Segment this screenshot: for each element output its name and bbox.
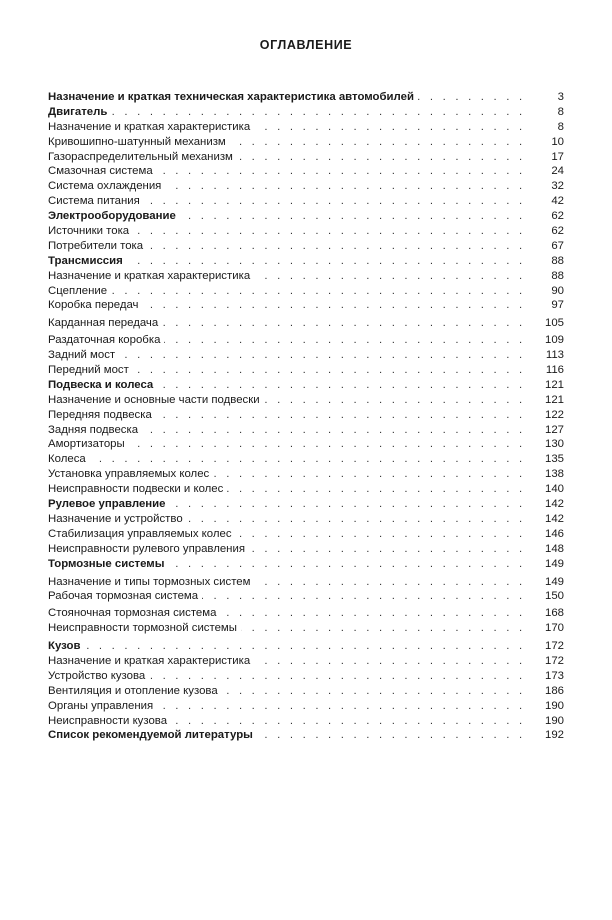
toc-page-number: 135 [530, 452, 564, 467]
page-title: ОГЛАВЛЕНИЕ [259, 38, 353, 52]
toc-section-title: Рулевое управление [48, 497, 170, 512]
toc-page-number: 142 [530, 497, 564, 512]
toc-page-number: 150 [530, 589, 564, 604]
toc-entry [48, 437, 564, 452]
toc-page-number: 17 [530, 150, 564, 165]
toc-entry [48, 497, 564, 512]
dot-leader [48, 284, 524, 299]
toc-entry [48, 684, 564, 699]
toc-entry [48, 393, 564, 408]
dot-leader [48, 105, 524, 120]
toc-page-number: 109 [530, 333, 564, 348]
toc-subsection-title: Коробка передач [48, 298, 143, 313]
toc-page-number: 190 [530, 714, 564, 729]
toc-page-number: 24 [530, 164, 564, 179]
toc-subsection-title: Назначение и типы тормозных систем [48, 575, 254, 590]
toc-subsection-title: Источники тока [48, 224, 133, 239]
toc-page-number: 42 [530, 194, 564, 209]
toc-subsection-title: Карданная передача [48, 316, 162, 331]
toc-subsection-title: Назначение и устройство [48, 512, 187, 527]
toc-subsection-title: Рабочая тормозная система [48, 589, 202, 604]
toc-page-number: 121 [530, 378, 564, 393]
toc-subsection-title: Назначение и краткая характеристика [48, 654, 254, 669]
toc-subsection-title: Вентиляция и отопление кузова [48, 684, 222, 699]
toc-entry [48, 254, 564, 269]
toc-subsection-title: Назначение и краткая характеристика [48, 269, 254, 284]
toc-subsection-title: Стояночная тормозная система [48, 606, 220, 621]
toc-subsection-title: Задняя подвеска [48, 423, 142, 438]
toc-page-number: 67 [530, 239, 564, 254]
toc-subsection-title: Неисправности подвески и колес [48, 482, 227, 497]
toc-subsection-title: Назначение и основные части подвески [48, 393, 264, 408]
toc-subsection-title: Органы управления [48, 699, 157, 714]
toc-entry [48, 194, 564, 209]
dot-leader [48, 348, 524, 363]
toc-entry [48, 452, 564, 467]
toc-page-number: 172 [530, 654, 564, 669]
toc-page-number: 8 [530, 105, 564, 120]
toc-entry [48, 150, 564, 165]
toc-subsection-title: Амортизаторы [48, 437, 129, 452]
toc-subsection-title: Раздаточная коробка [48, 333, 164, 348]
toc-subsection-title: Кривошипно-шатунный механизм [48, 135, 230, 150]
toc-subsection-title: Задний мост [48, 348, 119, 363]
toc-page-number: 90 [530, 284, 564, 299]
toc-entry [48, 105, 564, 120]
toc-entry [48, 316, 564, 331]
toc-page-number: 3 [530, 90, 564, 105]
toc-subsection-title: Передний мост [48, 363, 133, 378]
toc-page-number: 149 [530, 575, 564, 590]
toc-section-title: Электрооборудование [48, 209, 180, 224]
toc-entry [48, 164, 564, 179]
toc-page-number: 62 [530, 224, 564, 239]
toc-entry [48, 639, 564, 654]
toc-section-title: Двигатель [48, 105, 111, 120]
toc-entry [48, 654, 564, 669]
toc-page-number: 127 [530, 423, 564, 438]
toc-entry [48, 348, 564, 363]
toc-page-number: 170 [530, 621, 564, 636]
toc-subsection-title: Система охлаждения [48, 179, 165, 194]
toc-entry [48, 239, 564, 254]
toc-subsection-title: Устройство кузова [48, 669, 149, 684]
toc-section-title: Список рекомендуемой литературы [48, 728, 257, 743]
toc-page-number: 88 [530, 269, 564, 284]
toc-entry [48, 298, 564, 313]
toc-page-number: 116 [530, 363, 564, 378]
toc-entry [48, 606, 564, 621]
toc-section-title: Подвеска и колеса [48, 378, 157, 393]
toc-entry [48, 621, 564, 636]
toc-page-number: 121 [530, 393, 564, 408]
toc-subsection-title: Стабилизация управляемых колес [48, 527, 236, 542]
toc-page-number: 62 [530, 209, 564, 224]
toc-page-number: 138 [530, 467, 564, 482]
toc-entry [48, 467, 564, 482]
toc-page-number: 130 [530, 437, 564, 452]
toc-page-number: 10 [530, 135, 564, 150]
toc-entry [48, 135, 564, 150]
dot-leader [48, 452, 524, 467]
toc-entry [48, 714, 564, 729]
toc-page-number: 192 [530, 728, 564, 743]
toc-subsection-title: Колеса [48, 452, 90, 467]
toc-entry [48, 179, 564, 194]
toc-entry [48, 408, 564, 423]
toc-entry [48, 90, 564, 105]
table-of-contents [48, 90, 564, 743]
toc-section-title: Назначение и краткая техническая характеристика автомобилей [48, 90, 418, 105]
toc-page-number: 97 [530, 298, 564, 313]
toc-subsection-title: Установка управляемых колес [48, 467, 213, 482]
toc-page-number: 8 [530, 120, 564, 135]
toc-subsection-title: Назначение и краткая характеристика [48, 120, 254, 135]
toc-entry [48, 575, 564, 590]
toc-entry [48, 527, 564, 542]
toc-entry [48, 224, 564, 239]
toc-subsection-title: Неисправности тормозной системы [48, 621, 241, 636]
toc-page-number: 142 [530, 512, 564, 527]
toc-page-number: 146 [530, 527, 564, 542]
toc-section-title: Кузов [48, 639, 84, 654]
dot-leader [48, 639, 524, 654]
toc-subsection-title: Неисправности кузова [48, 714, 171, 729]
toc-subsection-title: Сцепление [48, 284, 111, 299]
toc-entry [48, 728, 564, 743]
toc-entry [48, 363, 564, 378]
toc-subsection-title: Система питания [48, 194, 144, 209]
toc-section-title: Трансмиссия [48, 254, 127, 269]
toc-entry [48, 378, 564, 393]
toc-subsection-title: Смазочная система [48, 164, 157, 179]
toc-entry [48, 284, 564, 299]
toc-section-title: Тормозные системы [48, 557, 168, 572]
toc-entry [48, 557, 564, 572]
toc-page-number: 122 [530, 408, 564, 423]
toc-entry [48, 669, 564, 684]
toc-page-number: 186 [530, 684, 564, 699]
toc-page-number: 148 [530, 542, 564, 557]
toc-page-number: 173 [530, 669, 564, 684]
toc-page-number: 149 [530, 557, 564, 572]
toc-page-number: 32 [530, 179, 564, 194]
toc-page-number: 140 [530, 482, 564, 497]
toc-entry [48, 542, 564, 557]
toc-entry [48, 209, 564, 224]
toc-entry [48, 269, 564, 284]
toc-subsection-title: Неисправности рулевого управления [48, 542, 249, 557]
toc-entry [48, 699, 564, 714]
toc-page-number: 190 [530, 699, 564, 714]
toc-subsection-title: Передняя подвеска [48, 408, 156, 423]
toc-page-number: 88 [530, 254, 564, 269]
toc-page-number: 105 [530, 316, 564, 331]
toc-subsection-title: Газораспределительный механизм [48, 150, 237, 165]
toc-page-number: 172 [530, 639, 564, 654]
toc-subsection-title: Потребители тока [48, 239, 147, 254]
toc-entry [48, 120, 564, 135]
toc-page-number: 113 [530, 348, 564, 363]
toc-entry [48, 423, 564, 438]
toc-entry [48, 333, 564, 348]
toc-entry [48, 589, 564, 604]
toc-entry [48, 482, 564, 497]
toc-entry [48, 512, 564, 527]
toc-page-number: 168 [530, 606, 564, 621]
